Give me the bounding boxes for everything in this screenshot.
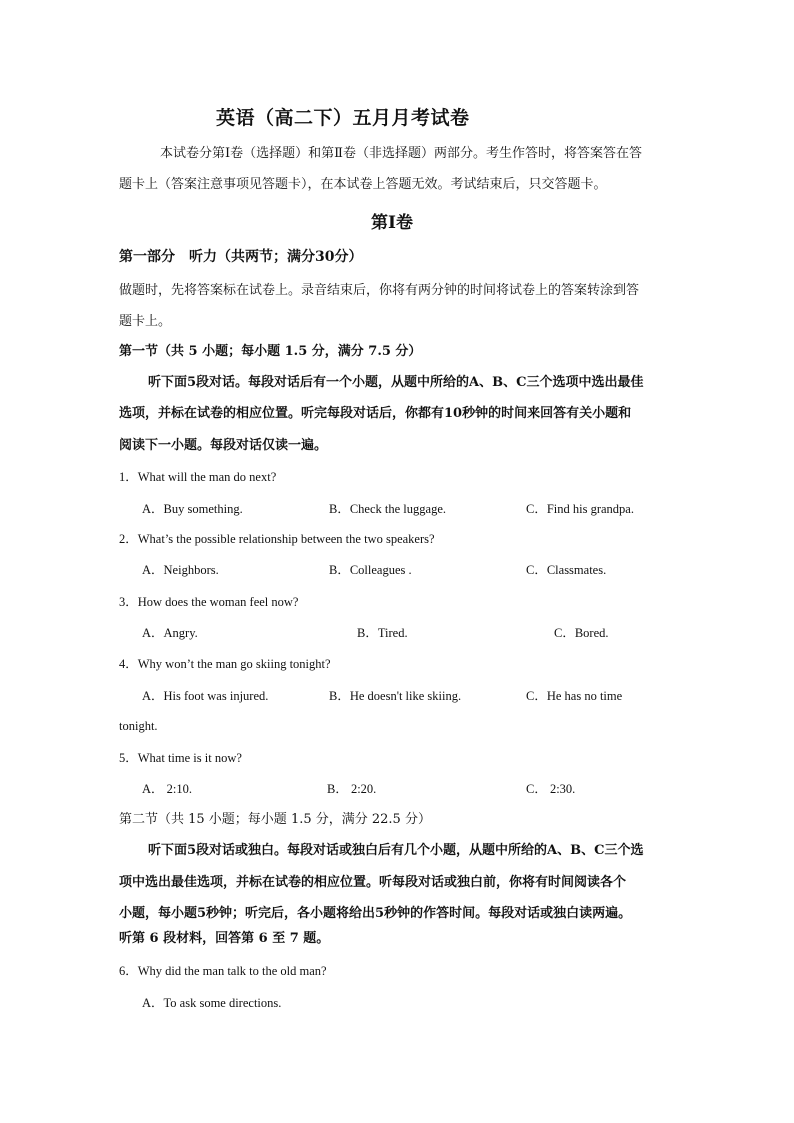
question-2-option-c: C．Classmates. (526, 563, 607, 577)
section2-directions-line-3: 小题，每小题5秒钟；听完后，各小题将给出5秒钟的作答时间。每段对话或独白读两遍。 (119, 906, 632, 921)
question-5-text: 5．What time is it now? (119, 751, 242, 765)
question-2-option-a: A．Neighbors. (142, 563, 219, 577)
question-2-text: 2．What’s the possible relationship between the two speakers? (119, 532, 435, 546)
part1-instructions-line-2: 题卡上。 (119, 314, 172, 329)
question-5-option-b: B． 2:20. (327, 782, 377, 796)
question-4-option-c: C．He has no time (526, 689, 623, 703)
question-4-option-a: A．His foot was injured. (142, 689, 269, 703)
exam-title: 英语（高二下）五月月考试卷 (216, 107, 470, 129)
part1-instructions-line-1: 做题时，先将答案标在试卷上。录音结束后，你将有两分钟的时间将试卷上的答案转涂到答 (119, 283, 640, 298)
question-6-option-a: A．To ask some directions. (142, 996, 282, 1010)
question-3-option-c: C．Bored. (554, 626, 609, 640)
section1-directions-line-2: 选项，并标在试卷的相应位置。听完每段对话后，你都有10秒钟的时间来回答有关小题和 (119, 406, 632, 421)
section2-directions-line-2: 项中选出最佳选项，并标在试卷的相应位置。听每段对话或独白前，你将有时间阅读各个 (119, 875, 627, 890)
question-1-option-c: C．Find his grandpa. (526, 502, 634, 516)
volume-heading: 第Ⅰ卷 (371, 213, 413, 233)
section2-heading: 第二节（共 15 小题；每小题 1.5 分，满分 22.5 分） (119, 812, 431, 827)
question-2-option-b: B．Colleagues . (329, 563, 412, 577)
question-1-option-a: A．Buy something. (142, 502, 243, 516)
question-3-text: 3．How does the woman feel now? (119, 595, 299, 609)
part1-heading: 第一部分 听力（共两节；满分30分） (119, 249, 363, 265)
question-3-option-b: B．Tired. (357, 626, 408, 640)
section2-directions-line-1: 听下面5段对话或独白。每段对话或独白后有几个小题，从题中所给的A、B、C三个选 (148, 843, 644, 858)
question-6-text: 6．Why did the man talk to the old man? (119, 964, 327, 978)
question-5-option-c: C． 2:30. (526, 782, 576, 796)
section1-heading: 第一节（共 5 小题；每小题 1.5 分，满分 7.5 分） (119, 344, 422, 359)
question-1-option-b: B．Check the luggage. (329, 502, 446, 516)
section1-directions-line-1: 听下面5段对话。每段对话后有一个小题，从题中所给的A、B、C三个选项中选出最佳 (148, 375, 644, 390)
intro-line-2: 题卡上（答案注意事项见答题卡），在本试卷上答题无效。考试结束后，只交答题卡。 (119, 177, 607, 192)
question-3-option-a: A．Angry. (142, 626, 198, 640)
question-5-option-a: A． 2:10. (142, 782, 193, 796)
section2-directions-line-4: 听第 6 段材料，回答第 6 至 7 题。 (119, 931, 330, 946)
question-4-option-c-continued: tonight. (119, 719, 158, 733)
question-4-option-b: B．He doesn't like skiing. (329, 689, 462, 703)
intro-line-1: 本试卷分第Ⅰ卷（选择题）和第Ⅱ卷（非选择题）两部分。考生作答时，将答案答在答 (160, 146, 642, 161)
question-1-text: 1．What will the man do next? (119, 470, 277, 484)
question-4-text: 4．Why won’t the man go skiing tonight? (119, 657, 331, 671)
section1-directions-line-3: 阅读下一小题。每段对话仅读一遍。 (119, 438, 328, 453)
